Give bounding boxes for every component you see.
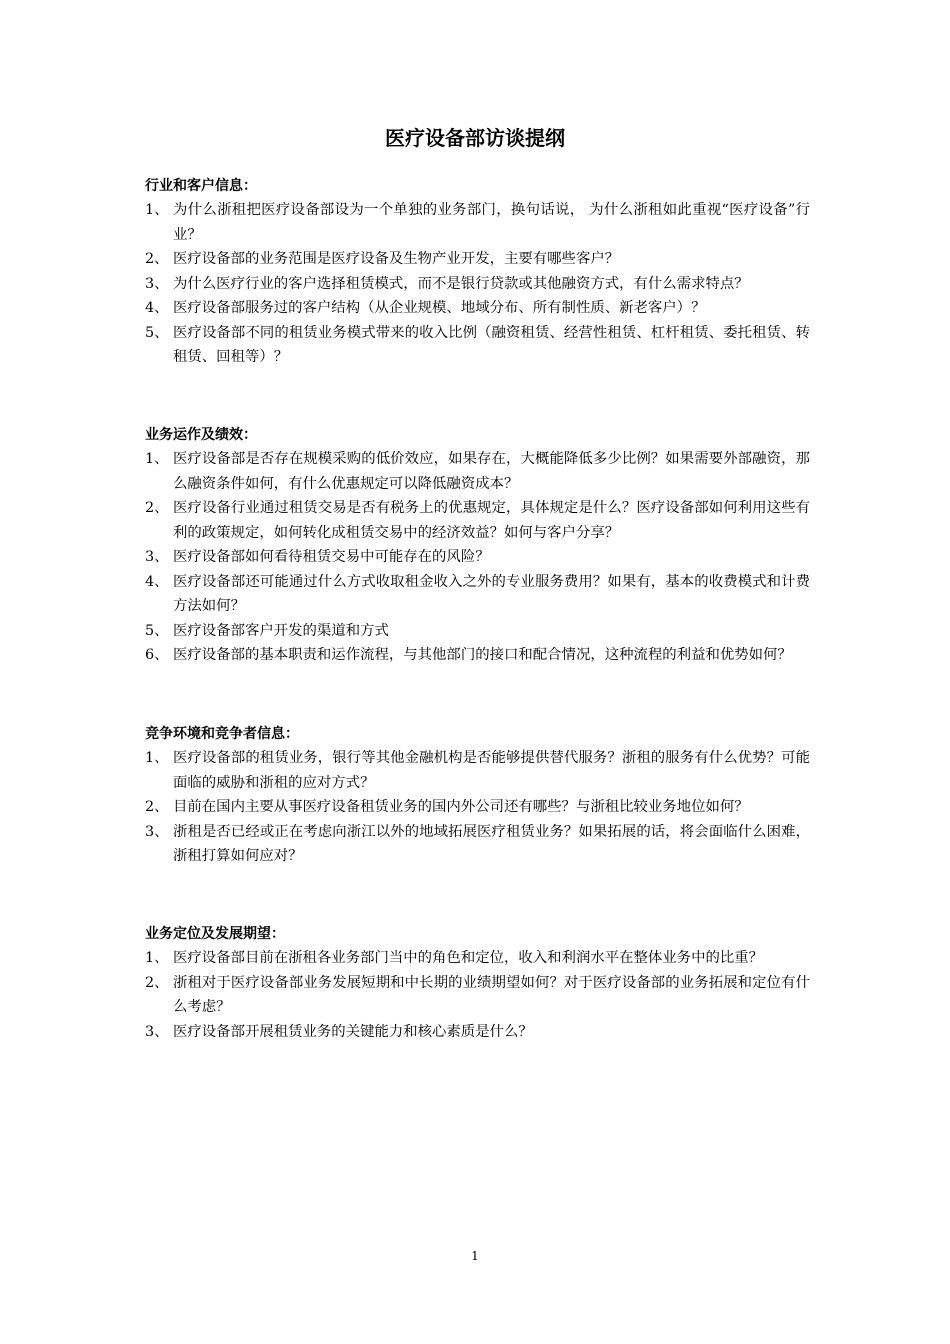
question-text: 目前在国内主要从事医疗设备租赁业务的国内外公司还有哪些？与浙租比较业务地位如何？	[173, 799, 749, 815]
question-text: 医疗设备部不同的租赁业务模式带来的收入比例（融资租赁、经营性租赁、杠杆租赁、委托租赁、转租赁、回租等）？	[173, 324, 810, 365]
question-number: 2、	[145, 251, 169, 267]
question-number: 1、	[145, 750, 169, 766]
document-title: 医疗设备部访谈提纲	[385, 126, 565, 150]
question-text: 医疗设备部是否存在规模采购的低价效应，如果存在，大概能降低多少比例？如果需要外部融资，那么融资条件如何，有什么优惠规定可以降低融资成本？	[173, 451, 810, 492]
section-competition	[145, 722, 810, 869]
question-item	[145, 321, 810, 370]
question-number: 2、	[145, 500, 169, 516]
question-number: 3、	[145, 275, 169, 292]
question-item	[145, 198, 810, 247]
question-number: 3、	[145, 823, 169, 840]
question-text: 医疗设备部如何看待租赁交易中可能存在的风险？	[173, 549, 490, 565]
question-item	[145, 272, 810, 297]
page-number: 1	[471, 1249, 479, 1263]
section-positioning-expectations	[145, 922, 810, 1044]
question-text: 医疗设备部目前在浙租各业务部门当中的角色和定位，收入和利润水平在整体业务中的比重？	[173, 950, 764, 966]
question-item	[145, 545, 810, 570]
question-number: 2、	[145, 974, 169, 991]
question-text: 医疗设备行业通过租赁交易是否有税务上的优惠规定，具体规定是什么？医疗设备部如何利用这些有利的政策规定，如何转化成租赁交易中的经济效益？如何与客户分享？	[173, 500, 810, 541]
question-text: 医疗设备部服务过的客户结构（从企业规模、地域分布、所有制性质、新老客户）？	[173, 300, 706, 316]
question-text: 浙租对于医疗设备部业务发展短期和中长期的业绩期望如何？对于医疗设备部的业务拓展和定位有什么考虑？	[173, 974, 810, 1015]
question-item	[145, 496, 810, 545]
question-number: 1、	[145, 950, 169, 966]
question-number: 5、	[145, 324, 169, 341]
question-number: 6、	[145, 647, 169, 663]
question-text: 为什么浙租把医疗设备部设为一个单独的业务部门，换句话说， 为什么浙租如此重视“医疗设备”行业？	[173, 202, 810, 243]
question-list	[145, 447, 810, 668]
section-heading: 业务定位及发展期望：	[145, 926, 285, 942]
question-text: 医疗设备部还可能通过什么方式收取租金收入之外的专业服务费用？如果有，基本的收费模式和计费方法如何？	[173, 573, 810, 614]
question-number: 3、	[145, 549, 169, 565]
section-operations-performance	[145, 423, 810, 668]
question-text: 医疗设备部的基本职责和运作流程，与其他部门的接口和配合情况，这种流程的利益和优势如何？	[173, 647, 792, 663]
question-item	[145, 746, 810, 795]
question-item	[145, 643, 810, 668]
section-heading: 竞争环境和竞争者信息：	[145, 726, 299, 742]
question-item	[145, 820, 810, 869]
question-number: 2、	[145, 799, 169, 815]
question-item	[145, 570, 810, 619]
question-list	[145, 746, 810, 869]
question-text: 为什么医疗行业的客户选择租赁模式，而不是银行贷款或其他融资方式，有什么需求特点？	[173, 275, 749, 292]
question-item	[145, 296, 810, 321]
question-item	[145, 247, 810, 272]
question-number: 5、	[145, 622, 169, 639]
question-item	[145, 946, 810, 971]
question-number: 1、	[145, 451, 169, 467]
question-text: 医疗设备部客户开发的渠道和方式	[173, 622, 389, 639]
question-item	[145, 619, 810, 644]
section-heading: 业务运作及绩效：	[145, 427, 257, 443]
question-text: 医疗设备部的租赁业务，银行等其他金融机构是否能够提供替代服务？浙租的服务有什么优势？可能面临的威胁和浙租的应对方式？	[173, 750, 810, 791]
section-heading: 行业和客户信息：	[145, 178, 257, 194]
question-list	[145, 946, 810, 1044]
question-item	[145, 1020, 810, 1045]
section-industry-customers	[145, 174, 810, 370]
question-text: 浙租是否已经或正在考虑向浙江以外的地域拓展医疗租赁业务？如果拓展的话，将会面临什么困难，浙租打算如何应对？	[173, 823, 810, 864]
question-number: 4、	[145, 300, 169, 316]
question-number: 4、	[145, 573, 169, 590]
question-item	[145, 971, 810, 1020]
question-number: 1、	[145, 202, 169, 218]
question-text: 医疗设备部的业务范围是医疗设备及生物产业开发，主要有哪些客户？	[173, 251, 620, 267]
question-list	[145, 198, 810, 370]
question-text: 医疗设备部开展租赁业务的关键能力和核心素质是什么？	[173, 1023, 533, 1040]
question-item	[145, 795, 810, 820]
question-number: 3、	[145, 1023, 169, 1040]
question-item	[145, 447, 810, 496]
